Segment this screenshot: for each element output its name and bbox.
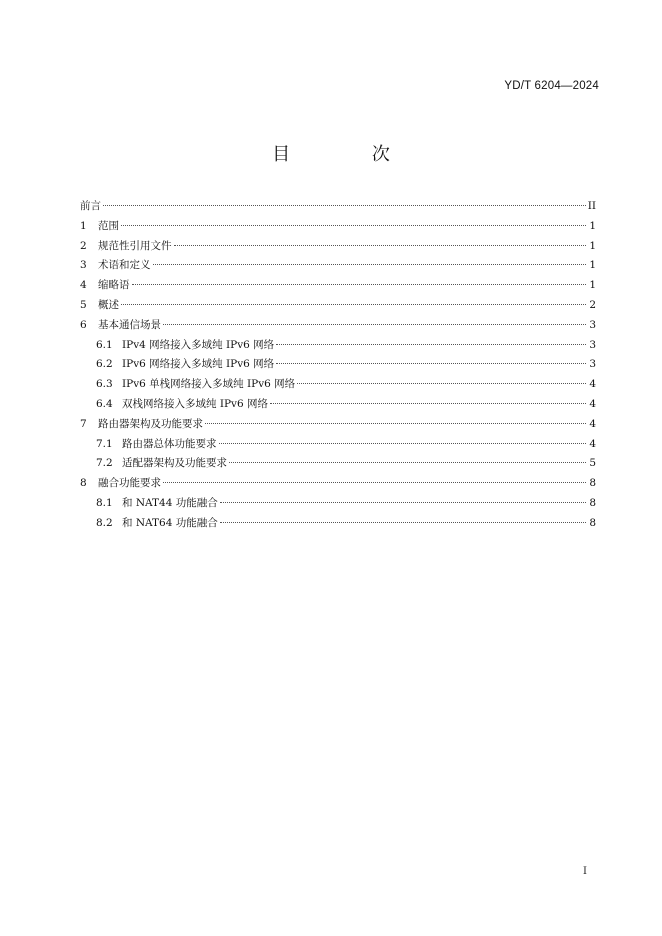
toc-entry-number: 5 xyxy=(80,298,87,311)
toc-entry-page: 3 xyxy=(589,358,596,371)
toc-entry-8-1[interactable] xyxy=(80,494,596,514)
toc-entry-label: 双栈网络接入多域纯 IPv6 网络 xyxy=(122,397,268,410)
toc-entry-label: 缩略语 xyxy=(98,279,130,292)
toc-entry-number: 7 xyxy=(80,417,87,430)
toc-entry-number: 1 xyxy=(80,219,87,232)
toc-dot-leader xyxy=(270,403,586,404)
toc-entry-label: IPv6 单栈网络接入多域纯 IPv6 网络 xyxy=(122,378,296,391)
toc-entry-number: 2 xyxy=(80,239,87,252)
document-code: YD/T 6204—2024 xyxy=(504,80,599,92)
toc-entry-page: 8 xyxy=(589,477,596,490)
toc-entry-page: 1 xyxy=(589,239,596,252)
toc-entry-4[interactable] xyxy=(80,276,596,296)
toc-dot-leader xyxy=(276,363,586,364)
toc-dot-leader xyxy=(220,522,586,523)
toc-dot-leader xyxy=(297,383,586,384)
toc-entry-page: 4 xyxy=(589,437,596,450)
toc-entry-6[interactable] xyxy=(80,316,596,336)
toc-entry-page: 1 xyxy=(589,219,596,232)
toc-dot-leader xyxy=(163,324,586,325)
toc-entry-page: 1 xyxy=(589,279,596,292)
toc-entry-label: 前言 xyxy=(80,200,101,212)
page-title: 目 次 xyxy=(272,144,428,165)
toc-entry-label: 术语和定义 xyxy=(98,259,151,272)
toc-entry-page: 5 xyxy=(589,457,596,470)
toc-entry-label: 基本通信场景 xyxy=(98,318,161,331)
toc-entry-label: IPv6 网络接入多域纯 IPv6 网络 xyxy=(122,358,275,371)
toc-dot-leader xyxy=(132,284,587,285)
toc-entry-page: 3 xyxy=(589,338,596,351)
toc-dot-leader xyxy=(220,502,586,503)
toc-entry-page: 8 xyxy=(589,516,596,529)
toc-entry-page: 4 xyxy=(589,417,596,430)
toc-entry-number: 6.3 xyxy=(96,378,113,391)
toc-entry-3[interactable] xyxy=(80,256,596,276)
toc-dot-leader xyxy=(163,482,586,483)
toc-entry-number: 7.2 xyxy=(96,457,113,470)
toc-dot-leader xyxy=(229,462,586,463)
toc-entry-page: 1 xyxy=(589,259,596,272)
toc-entry-number: 4 xyxy=(80,279,87,292)
toc-entry-6-2[interactable] xyxy=(80,355,596,375)
toc-dot-leader xyxy=(174,245,587,246)
toc-entry-page: 4 xyxy=(589,397,596,410)
toc-entry-label: 融合功能要求 xyxy=(98,477,161,490)
toc-dot-leader xyxy=(153,264,587,265)
toc-entry-7-2[interactable] xyxy=(80,454,596,474)
toc-entry-label: 路由器架构及功能要求 xyxy=(98,417,203,430)
toc-entry-label: IPv4 网络接入多域纯 IPv6 网络 xyxy=(122,338,275,351)
toc-entry-label: 和 NAT64 功能融合 xyxy=(122,516,218,529)
toc-entry-number: 8.1 xyxy=(96,496,113,509)
toc-entry-5[interactable] xyxy=(80,296,596,316)
toc-entry-number: 8.2 xyxy=(96,516,113,529)
toc-entry-label: 规范性引用文件 xyxy=(98,239,172,252)
toc-entry-label: 适配器架构及功能要求 xyxy=(122,457,227,470)
toc-dot-leader xyxy=(103,205,586,206)
toc-entry-label: 范围 xyxy=(98,219,119,232)
toc-entry-number: 6.2 xyxy=(96,358,113,371)
toc-entry-2[interactable] xyxy=(80,237,596,257)
toc-entry-6-3[interactable] xyxy=(80,375,596,395)
toc-dot-leader xyxy=(276,344,586,345)
toc-entry-6-1[interactable] xyxy=(80,336,596,356)
toc-entry-1[interactable] xyxy=(80,217,596,237)
toc-dot-leader xyxy=(121,304,586,305)
toc-entry-label: 路由器总体功能要求 xyxy=(122,437,217,450)
toc-entry-page: 3 xyxy=(589,318,596,331)
toc-entry-foreword[interactable] xyxy=(80,197,596,217)
toc-dot-leader xyxy=(205,423,586,424)
toc-entry-number: 6 xyxy=(80,318,87,331)
toc-dot-leader xyxy=(219,443,587,444)
toc-entry-label: 概述 xyxy=(98,298,119,311)
toc-entry-number: 8 xyxy=(80,477,87,490)
toc-entry-7[interactable] xyxy=(80,415,596,435)
toc-entry-page: 2 xyxy=(589,298,596,311)
table-of-contents xyxy=(80,197,596,534)
toc-entry-label: 和 NAT44 功能融合 xyxy=(122,496,218,509)
toc-entry-page: II xyxy=(587,200,596,212)
toc-entry-number: 7.1 xyxy=(96,437,113,450)
toc-entry-8-2[interactable] xyxy=(80,514,596,534)
toc-entry-number: 6.1 xyxy=(96,338,113,351)
toc-entry-number: 3 xyxy=(80,259,87,272)
page-number: I xyxy=(583,866,587,877)
toc-entry-page: 4 xyxy=(589,378,596,391)
toc-entry-number: 6.4 xyxy=(96,397,113,410)
toc-entry-6-4[interactable] xyxy=(80,395,596,415)
toc-dot-leader xyxy=(121,225,586,226)
toc-entry-8[interactable] xyxy=(80,474,596,494)
toc-entry-page: 8 xyxy=(589,496,596,509)
toc-entry-7-1[interactable] xyxy=(80,435,596,455)
